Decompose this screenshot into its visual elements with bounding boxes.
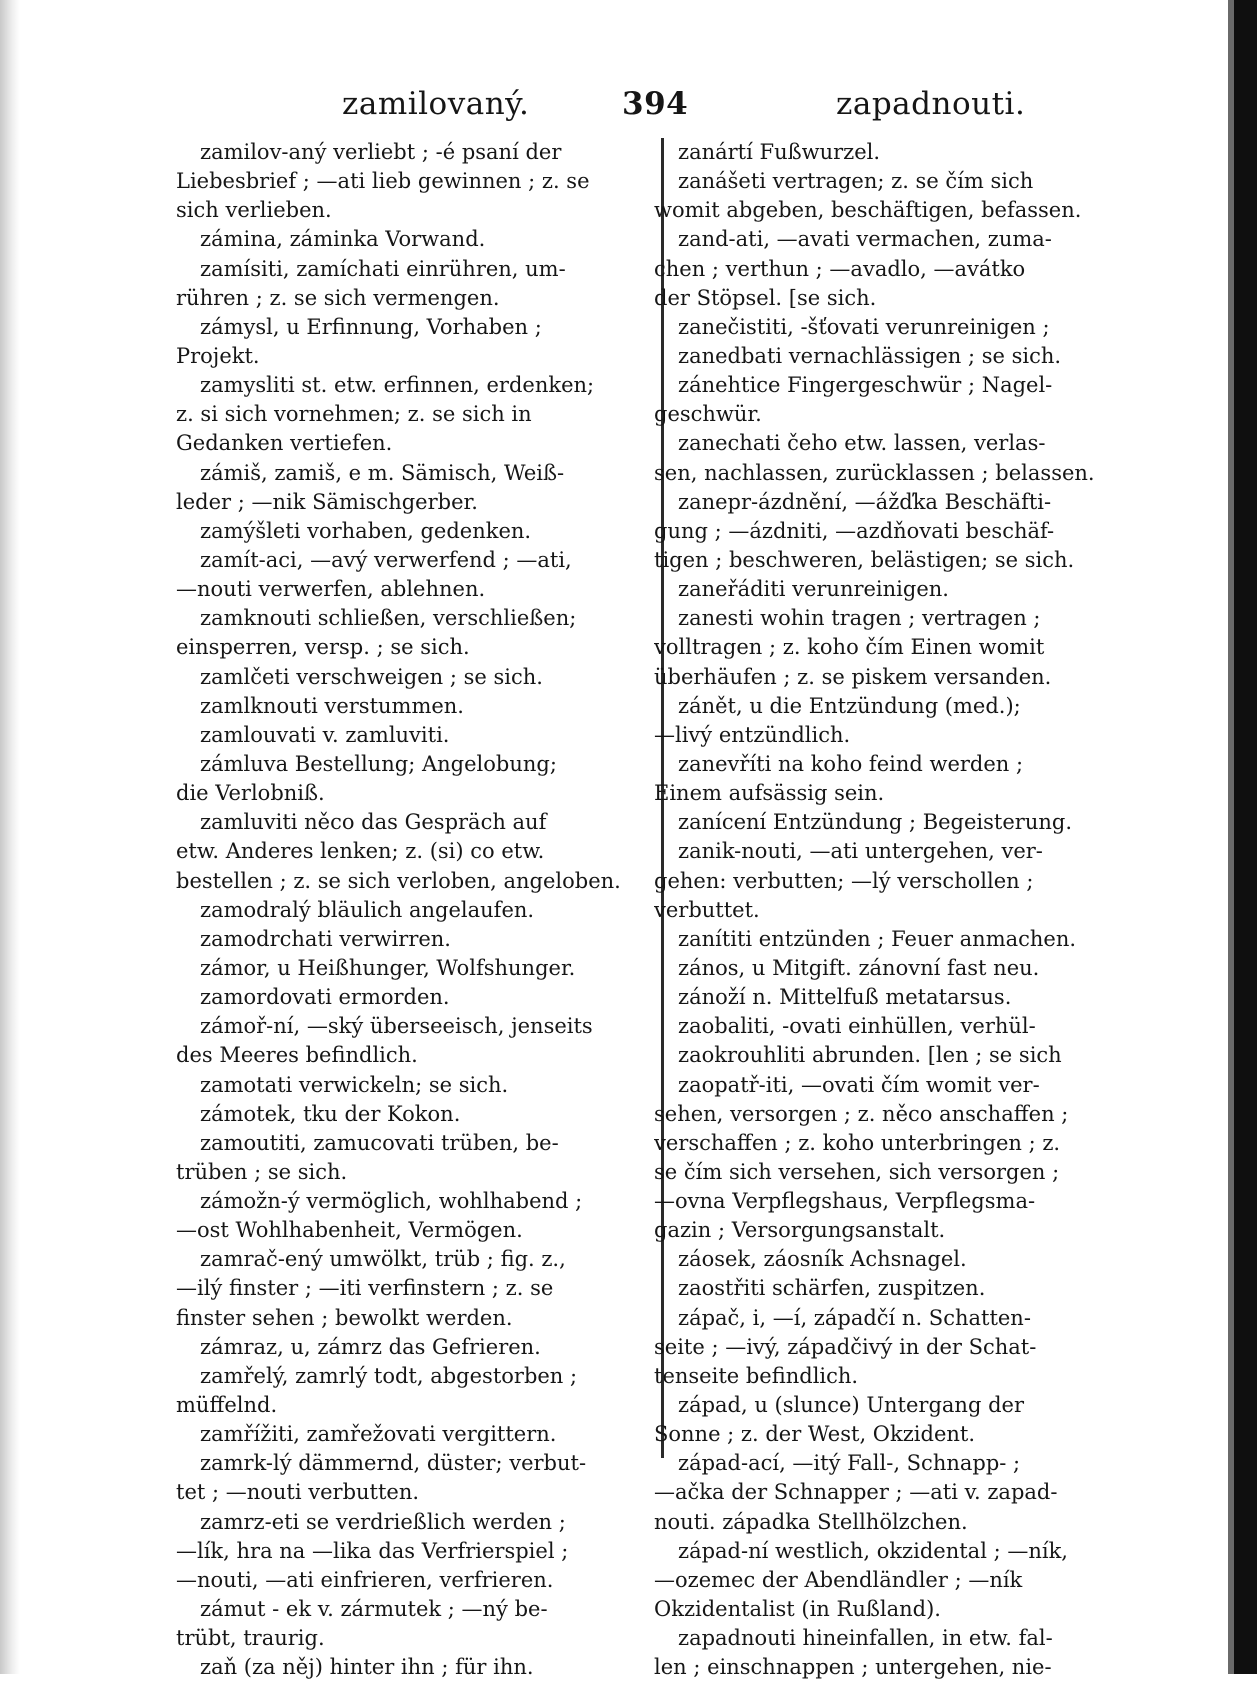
dictionary-line: die Verlobniß. [176, 781, 325, 806]
dictionary-line: zámiš, zamiš, e m. Sämisch, Weiß- [200, 460, 565, 485]
dictionary-line: zamřížiti, zamřežovati vergittern. [200, 1422, 557, 1447]
dictionary-line: zámysl, u Erfinnung, Vorhaben ; [200, 314, 542, 339]
dictionary-line: nouti. západka Stellhölzchen. [654, 1509, 968, 1534]
dictionary-line: verschaffen ; z. koho unterbringen ; z. [654, 1130, 1061, 1155]
dictionary-line: zamlknouti verstummen. [200, 693, 464, 718]
dictionary-line: —nouti verwerfen, ablehnen. [176, 577, 486, 602]
dictionary-line: —nouti, —ati einfrieren, verfrieren. [176, 1567, 554, 1592]
dictionary-line: se čím sich versehen, sich versorgen ; [654, 1159, 1060, 1184]
dictionary-line: gazin ; Versorgungsanstalt. [654, 1218, 946, 1243]
dictionary-line: zamknouti schließen, verschließen; [200, 606, 577, 631]
dictionary-line: trübt, traurig. [176, 1626, 325, 1651]
dictionary-line: zanečistiti, -šťovati verunreinigen ; [678, 314, 1050, 339]
dictionary-line: zaobaliti, -ovati einhüllen, verhül- [678, 1014, 1036, 1039]
dictionary-line: záosek, záosník Achsnagel. [678, 1247, 967, 1272]
dictionary-line: sehen, versorgen ; z. něco anschaffen ; [654, 1101, 1069, 1126]
dictionary-line: seite ; —ivý, západčivý in der Schat- [654, 1334, 1037, 1359]
dictionary-line: zamilov-aný verliebt ; -é psaní der [200, 140, 562, 164]
dictionary-line: zamodralý bläulich angelaufen. [200, 897, 535, 922]
dictionary-line: zanesti wohin tragen ; vertragen ; [678, 606, 1041, 631]
dictionary-line: zamordovati ermorden. [200, 985, 450, 1010]
dictionary-line: überhäufen ; z. se piskem versanden. [654, 664, 1052, 689]
dictionary-line: —lík, hra na —lika das Verfrierspiel ; [176, 1538, 569, 1563]
dictionary-line: zamoutiti, zamucovati trüben, be- [200, 1130, 559, 1155]
dictionary-line: zápač, i, —í, západčí n. Schatten- [678, 1305, 1031, 1330]
dictionary-line: zaostřiti schärfen, zuspitzen. [678, 1276, 986, 1301]
dictionary-line: zamysliti st. etw. erfinnen, erdenken; [200, 373, 595, 398]
dictionary-line: zamlouvati v. zamluviti. [200, 722, 450, 747]
dictionary-line: zámina, záminka Vorwand. [200, 227, 486, 252]
dictionary-line: zánehtice Fingergeschwür ; Nagel- [678, 373, 1053, 398]
dictionary-line: sich verlieben. [176, 198, 332, 223]
dictionary-line: rühren ; z. se sich vermengen. [176, 285, 500, 310]
dictionary-line: zámut - ek v. zármutek ; —ný be- [200, 1597, 548, 1622]
header-left-guide-word: zamilovaný. [342, 86, 530, 122]
dictionary-line: západ-ní westlich, okzidental ; —ník, [678, 1538, 1068, 1563]
right-column [654, 138, 1124, 1682]
dictionary-line: des Meeres befindlich. [176, 1043, 418, 1068]
dictionary-line: zaokrouhliti abrunden. [len ; se sich [678, 1043, 1062, 1068]
dictionary-line: z. si sich vornehmen; z. se sich in [176, 402, 532, 427]
dictionary-line: zaň (za něj) hinter ihn ; für ihn. [200, 1655, 534, 1680]
dictionary-line: zamít-aci, —avý verwerfend ; —ati, [200, 547, 572, 572]
dictionary-line: zanevříti na koho feind werden ; [678, 751, 1024, 776]
dictionary-line: zanechati čeho etw. lassen, verlas- [678, 431, 1046, 456]
dictionary-line: zamodrchati verwirren. [200, 926, 451, 951]
header-right-guide-word: zapadnouti. [836, 86, 1026, 122]
dictionary-line: tenseite befindlich. [654, 1363, 859, 1388]
dictionary-line: —ilý finster ; —iti verfinstern ; z. se [176, 1276, 554, 1301]
dictionary-line: zanítiti entzünden ; Feuer anmachen. [678, 926, 1077, 951]
dictionary-line: západ, u (slunce) Untergang der [678, 1393, 1024, 1418]
dictionary-line: Gedanken vertiefen. [176, 431, 393, 456]
dictionary-line: zamýšleti vorhaben, gedenken. [200, 518, 532, 543]
dictionary-line: zanícení Entzündung ; Begeisterung. [678, 810, 1072, 835]
dictionary-line: zámraz, u, zámrz das Gefrieren. [200, 1334, 541, 1359]
dictionary-line: zapadnouti hineinfallen, in etw. fal- [678, 1626, 1053, 1651]
dictionary-line: —ačka der Schnapper ; —ati v. zapad- [654, 1480, 1058, 1505]
dictionary-line: chen ; verthun ; —avadlo, —avátko [654, 256, 1026, 281]
dictionary-line: gung ; —ázdniti, —azdňovati beschäf- [654, 518, 1055, 543]
dictionary-line: bestellen ; z. se sich verloben, angeloben. [176, 868, 621, 893]
dictionary-line: zanepr-ázdnění, —ážďka Beschäfti- [678, 489, 1052, 514]
dictionary-line: zánoží n. Mittelfuß metatarsus. [678, 985, 1012, 1010]
dictionary-line: sen, nachlassen, zurücklassen ; belassen. [654, 460, 1095, 485]
dictionary-line: verbuttet. [654, 897, 760, 922]
dictionary-line: zánět, u die Entzündung (med.); [678, 693, 1021, 718]
dictionary-line: zamluviti něco das Gespräch auf [200, 810, 547, 835]
dictionary-line: einsperren, versp. ; se sich. [176, 635, 470, 660]
dictionary-line: zanártí Fußwurzel. [678, 140, 881, 164]
dictionary-line: Okzidentalist (in Rußland). [654, 1597, 941, 1622]
dictionary-line: zános, u Mitgift. zánovní fast neu. [678, 955, 1040, 980]
dictionary-line: volltragen ; z. koho čím Einen womit [654, 635, 1045, 660]
dictionary-line: zamrk-lý dämmernd, düster; verbut- [200, 1451, 587, 1476]
dictionary-line: —ozemec der Abendländler ; —ník [654, 1567, 1023, 1592]
dictionary-line: zámoř-ní, —ský überseeisch, jenseits [200, 1014, 593, 1039]
dictionary-line: zamrz-eti se verdrießlich werden ; [200, 1509, 566, 1534]
dictionary-line: Sonne ; z. der West, Okzident. [654, 1422, 976, 1447]
dictionary-line: zámotek, tku der Kokon. [200, 1101, 461, 1126]
dictionary-line: zamlčeti verschweigen ; se sich. [200, 664, 543, 689]
dictionary-line: zamřelý, zamrlý todt, abgestorben ; [200, 1363, 578, 1388]
dictionary-line: Einem aufsässig sein. [654, 781, 885, 806]
dictionary-line: geschwür. [654, 402, 762, 427]
dictionary-line: finster sehen ; bewolkt werden. [176, 1305, 513, 1330]
page-number: 394 [622, 86, 689, 122]
left-column [176, 138, 646, 1682]
page-header [340, 80, 1026, 130]
dictionary-line: zámluva Bestellung; Angelobung; [200, 751, 557, 776]
dictionary-line: —ost Wohlhabenheit, Vermögen. [176, 1218, 523, 1243]
dictionary-line: Projekt. [176, 343, 260, 368]
dictionary-line: zand-ati, —avati vermachen, zuma- [678, 227, 1052, 252]
dictionary-line: zaneřáditi verunreinigen. [678, 577, 949, 602]
dictionary-line: zámor, u Heißhunger, Wolfshunger. [200, 955, 576, 980]
dictionary-line: leder ; —nik Sämischgerber. [176, 489, 478, 514]
dictionary-line: —ovna Verpflegshaus, Verpflegsma- [654, 1189, 1036, 1214]
scan-right-edge [1234, 0, 1257, 1674]
dictionary-line: trüben ; se sich. [176, 1159, 348, 1184]
dictionary-line: gehen: verbutten; —lý verschollen ; [654, 868, 1034, 893]
dictionary-line: der Stöpsel. [se sich. [654, 285, 877, 310]
dictionary-line: zamísiti, zamíchati einrühren, um- [200, 256, 566, 281]
dictionary-line: Liebesbrief ; —ati lieb gewinnen ; z. se [176, 169, 590, 194]
dictionary-line: tet ; —nouti verbutten. [176, 1480, 420, 1505]
dictionary-line: zamotati verwickeln; se sich. [200, 1072, 509, 1097]
scan-left-edge [0, 0, 20, 1674]
dictionary-line: zanedbati vernachlässigen ; se sich. [678, 343, 1062, 368]
dictionary-line: zaopatř-iti, —ovati čím womit ver- [678, 1072, 1040, 1097]
dictionary-line: zanášeti vertragen; z. se čím sich [678, 169, 1034, 194]
dictionary-line: womit abgeben, beschäftigen, befassen. [654, 198, 1082, 223]
dictionary-line: tigen ; beschweren, belästigen; se sich. [654, 547, 1075, 572]
dictionary-line: etw. Anderes lenken; z. (si) co etw. [176, 839, 545, 864]
dictionary-line: müffelnd. [176, 1393, 278, 1418]
dictionary-line: zanik-nouti, —ati untergehen, ver- [678, 839, 1043, 864]
dictionary-line: zamrač-ený umwölkt, trüb ; fig. z., [200, 1247, 566, 1272]
dictionary-line: len ; einschnappen ; untergehen, nie- [654, 1655, 1052, 1680]
dictionary-line: západ-ací, —itý Fall-, Schnapp- ; [678, 1451, 1021, 1476]
dictionary-line: —livý entzündlich. [654, 722, 851, 747]
dictionary-line: zámožn-ý vermöglich, wohlhabend ; [200, 1189, 583, 1214]
